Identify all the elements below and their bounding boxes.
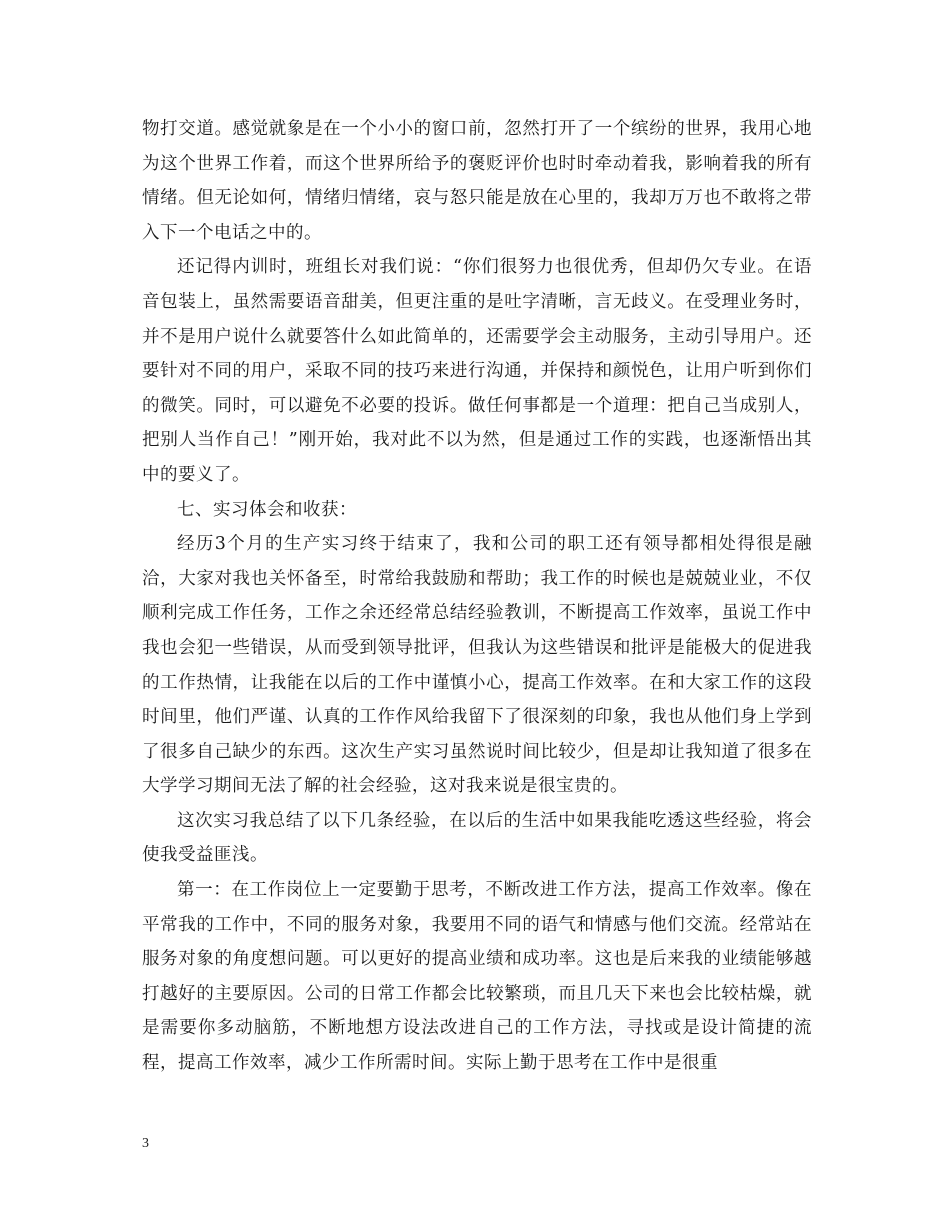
paragraph-continuation: 物打交道。感觉就象是在一个小小的窗口前，忽然打开了一个缤纷的世界，我用心地为这个世界工作着，而这个世界所给予的褒贬评价也时时牵动着我，影响着我的所有情绪。但无论如何，情绪归情绪，哀与怒只能是放在心里的，我却万万也不敢将之带入下一个电话之中的。 [142,119,812,243]
paragraph-lesson-one: 第一：在工作岗位上一定要勤于思考，不断改进工作方法，提高工作效率。像在平常我的工作中，不同的服务对象，我要用不同的语气和情感与他们交流。经常站在服务对象的角度想问题。可以更好的提高业绩和成功率。这也是后来我的业绩能够越打越好的主要原因。公司的日常工作都会比较繁琐，而且几天下来也会比较枯燥，就是需要你多动脑筋，不断地想方设法改进自己的工作方法，寻找或是设计简捷的流程，提高工作效率，减少工作所需时间。实际上勤于思考在工作中是很重 [142,880,812,1074]
paragraph-lessons-intro: 这次实习我总结了以下几条经验，在以后的生活中如果我能吃透这些经验，将会使我受益匪浅。 [142,810,812,866]
document-body [142,112,812,1081]
paragraph-internship-summary: 经历3个月的生产实习终于结束了，我和公司的职工还有领导都相处得很是融洽，大家对我也关怀备至，时常给我鼓励和帮助；我工作的时候也是兢兢业业，不仅顺利完成工作任务，工作之余还经常总结经验教训，不断提高工作效率，虽说工作中我也会犯一些错误，从而受到领导批评，但我认为这些错误和批评是能极大的促进我的工作热情，让我能在以后的工作中谨慎小心，提高工作效率。在和大家工作的这段时间里，他们严谨、认真的工作作风给我留下了很深刻的印象，我也从他们身上学到了很多自己缺少的东西。这次生产实习虽然说时间比较少，但是却让我知道了很多在大学学习期间无法了解的社会经验，这对我来说是很宝贵的。 [142,534,812,797]
paragraph-training-quote: 还记得内训时，班组长对我们说：“你们很努力也很优秀，但却仍欠专业。在语音包装上，虽然需要语音甜美，但更注重的是吐字清晰，言无歧义。在受理业务时，并不是用户说什么就要答什么如此简单的，还需要学会主动服务，主动引导用户。还要针对不同的用户，采取不同的技巧来进行沟通，并保持和颜悦色，让用户听到你们的微笑。同时，可以避免不必要的投诉。做任何事都是一个道理：把自己当成别人，把别人当作自己！”刚开始，我对此不以为然，但是通过工作的实践，也逐渐悟出其中的要义了。 [142,257,812,485]
section-heading-internship-experience: 七、实习体会和收获： [177,499,357,520]
page-number: 3 [142,1136,149,1151]
